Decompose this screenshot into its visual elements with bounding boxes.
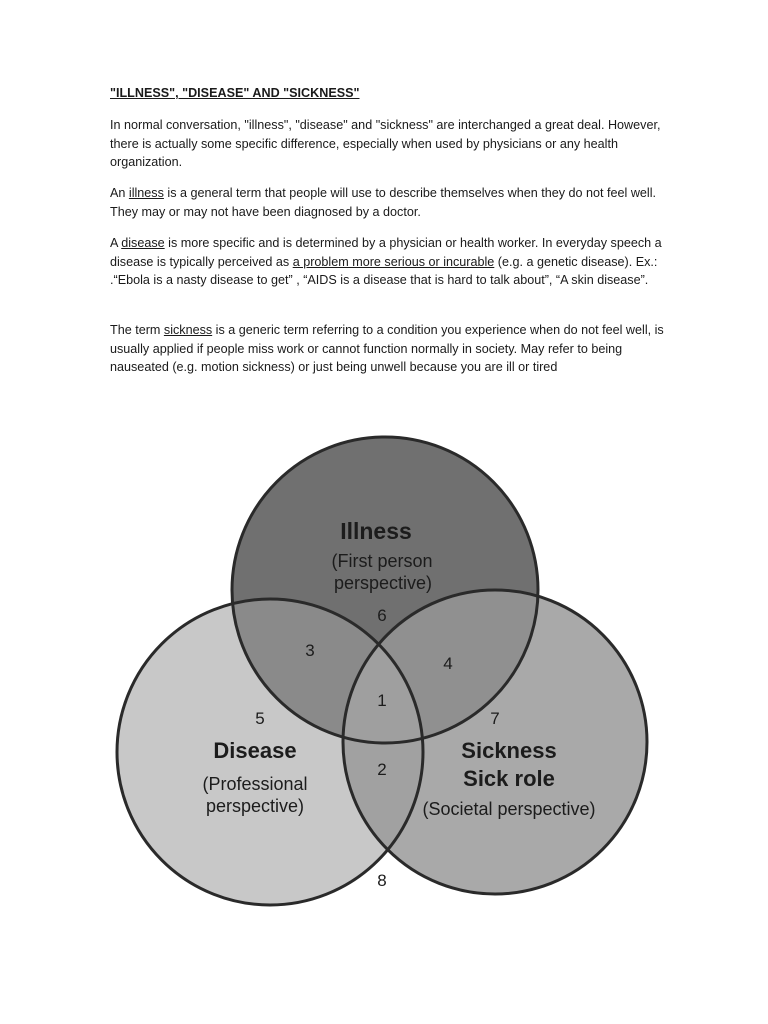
region-3-label: 3 (305, 641, 315, 660)
region-5-label: 5 (255, 709, 265, 728)
sickness-title: Sickness (461, 738, 557, 763)
region-4-label: 4 (443, 654, 453, 673)
illness-title: Illness (340, 518, 412, 544)
region-8-label: 8 (377, 871, 387, 890)
disease-subtitle-2: perspective) (205, 796, 305, 816)
illness-term: illness (128, 186, 164, 200)
sickness-term: sickness (163, 323, 213, 337)
document-title: "ILLNESS", "DISEASE" AND "SICKNESS" (110, 86, 360, 100)
venn-diagram (0, 400, 768, 920)
illness-paragraph: An illness is a general term that people will use to describe themselves when they do not feel well. They may or may not have been diagnosed by a doctor. (110, 186, 657, 219)
region-6-label: 6 (377, 606, 387, 625)
serious-phrase: a problem more serious or incurable (292, 254, 495, 269)
disease-paragraph: A disease is more specific and is determined by a physician or health worker. In everyday speech a disease is typically perceived as a problem more serious or incurable (e.g. a genetic disease). Ex.: .“Ebola is a nasty disease to get” , “AIDS is a disease that is hard to talk about”, “A skin disease”. (110, 236, 662, 288)
illness-subtitle-2: perspective) (333, 573, 433, 593)
sickness-paragraph: The term sickness is a generic term referring to a condition you experience when do not feel well, is usually applied if people miss work or cannot function normally in society. May refer to being nauseated (e.g. motion sickness) or just being unwell because you are ill or tired (110, 323, 664, 375)
region-7-label: 7 (490, 709, 500, 728)
disease-title: Disease (213, 738, 297, 763)
sickness-subtitle: (Societal perspective) (422, 799, 596, 819)
region-2-label: 2 (377, 760, 387, 779)
disease-term: disease (121, 236, 165, 250)
region-1-label: 1 (377, 691, 387, 710)
disease-subtitle-1: (Professional (202, 774, 308, 794)
illness-subtitle-1: (First person (331, 551, 433, 571)
sick-role-title: Sick role (463, 766, 555, 791)
intro-paragraph: In normal conversation, "illness", "disease" and "sickness" are interchanged a great deal. However, there is actually some specific difference, especially when used by physicians or any health organization. (110, 118, 661, 170)
